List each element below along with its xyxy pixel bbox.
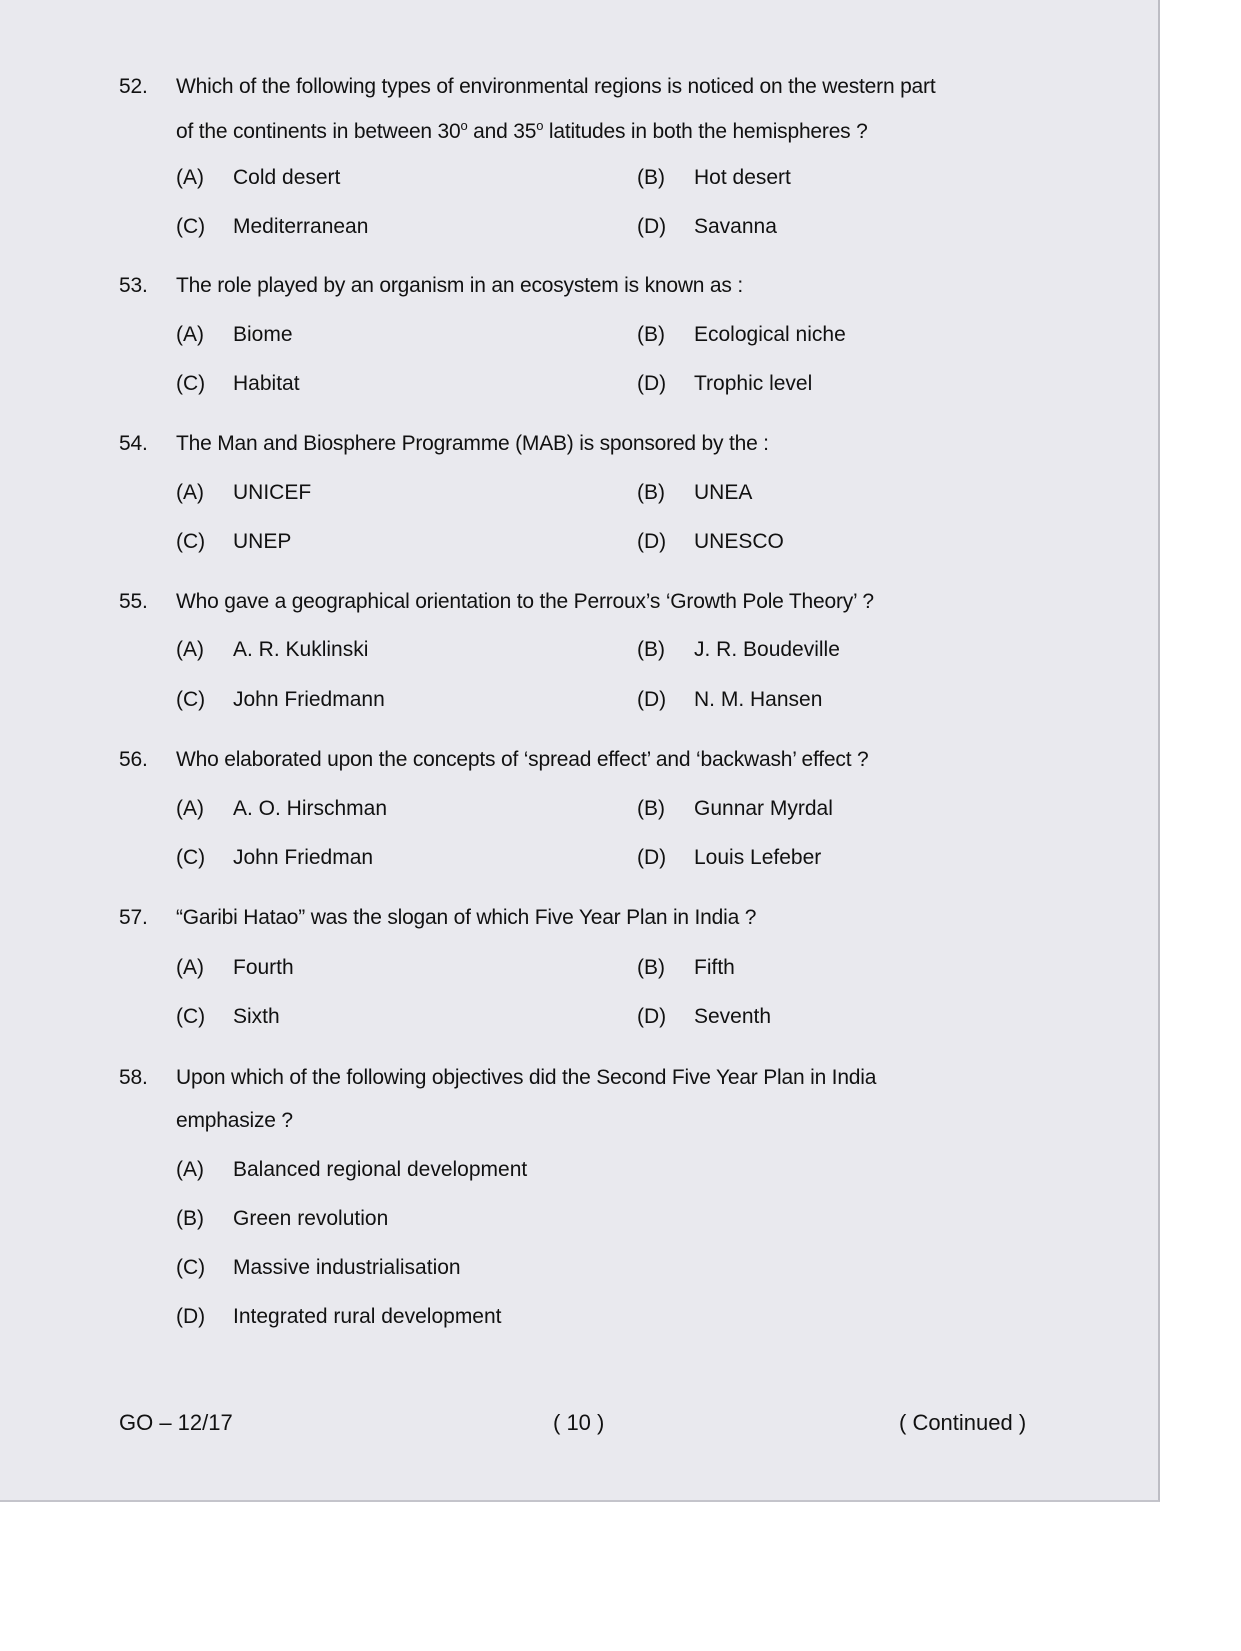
question-number: 57.: [119, 906, 148, 929]
option: (D) Louis Lefeber: [637, 846, 822, 869]
option: (C) Sixth: [176, 1005, 280, 1028]
continued-label: ( Continued ): [899, 1410, 1027, 1435]
question-number: 55.: [119, 590, 148, 613]
option: (A) Balanced regional development: [176, 1158, 528, 1181]
question-text-line: Upon which of the following objectives did the Second Five Year Plan in India: [176, 1066, 877, 1089]
option: (B) UNEA: [637, 481, 753, 504]
paper-code: GO – 12/17: [119, 1410, 233, 1435]
option: (C) UNEP: [176, 530, 292, 553]
option: (D) Trophic level: [637, 372, 813, 395]
option: (A) Biome: [176, 323, 293, 346]
option: (C) John Friedman: [176, 846, 374, 869]
question-text-line: emphasize ?: [176, 1109, 293, 1132]
option: (D) N. M. Hansen: [637, 688, 823, 711]
question-number: 52.: [119, 75, 148, 98]
option: (D) Savanna: [637, 215, 777, 238]
question-text: Who elaborated upon the concepts of ‘spread effect’ and ‘backwash’ effect ?: [176, 748, 869, 771]
option: (B) Hot desert: [637, 166, 791, 189]
option: (D) Integrated rural development: [176, 1305, 502, 1328]
option: (D) Seventh: [637, 1005, 772, 1028]
option: (B) Green revolution: [176, 1207, 389, 1230]
question-number: 54.: [119, 432, 148, 455]
option: (B) J. R. Boudeville: [637, 638, 840, 661]
option: (B) Ecological niche: [637, 323, 846, 346]
question-text: Who gave a geographical orientation to the Perroux’s ‘Growth Pole Theory’ ?: [176, 590, 874, 613]
option: (D) UNESCO: [637, 530, 784, 553]
option: (A) A. R. Kuklinski: [176, 638, 369, 661]
option: (C) Habitat: [176, 372, 300, 395]
option: (A) A. O. Hirschman: [176, 797, 388, 820]
question-number: 58.: [119, 1066, 148, 1089]
option: (B) Fifth: [637, 956, 735, 979]
question-text-line: of the continents in between 30$^o$ and 35$^o$ latitudes in both the hemispheres ?: [176, 118, 868, 143]
question-text-line: Which of the following types of environmental regions is noticed on the western part: [176, 75, 936, 98]
page-number: ( 10 ): [553, 1410, 605, 1435]
option: (A) Cold desert: [176, 166, 341, 189]
option: (B) Gunnar Myrdal: [637, 797, 833, 820]
option: (C) Mediterranean: [176, 215, 369, 238]
question-text: The Man and Biosphere Programme (MAB) is sponsored by the :: [176, 432, 769, 455]
option: (A) Fourth: [176, 956, 294, 979]
option: (A) UNICEF: [176, 481, 312, 504]
question-number: 53.: [119, 274, 148, 297]
option: (C) Massive industrialisation: [176, 1256, 461, 1279]
option: (C) John Friedmann: [176, 688, 385, 711]
question-text: “Garibi Hatao” was the slogan of which Five Year Plan in India ?: [176, 906, 757, 929]
question-text: The role played by an organism in an ecosystem is known as :: [176, 274, 743, 297]
question-number: 56.: [119, 748, 148, 771]
